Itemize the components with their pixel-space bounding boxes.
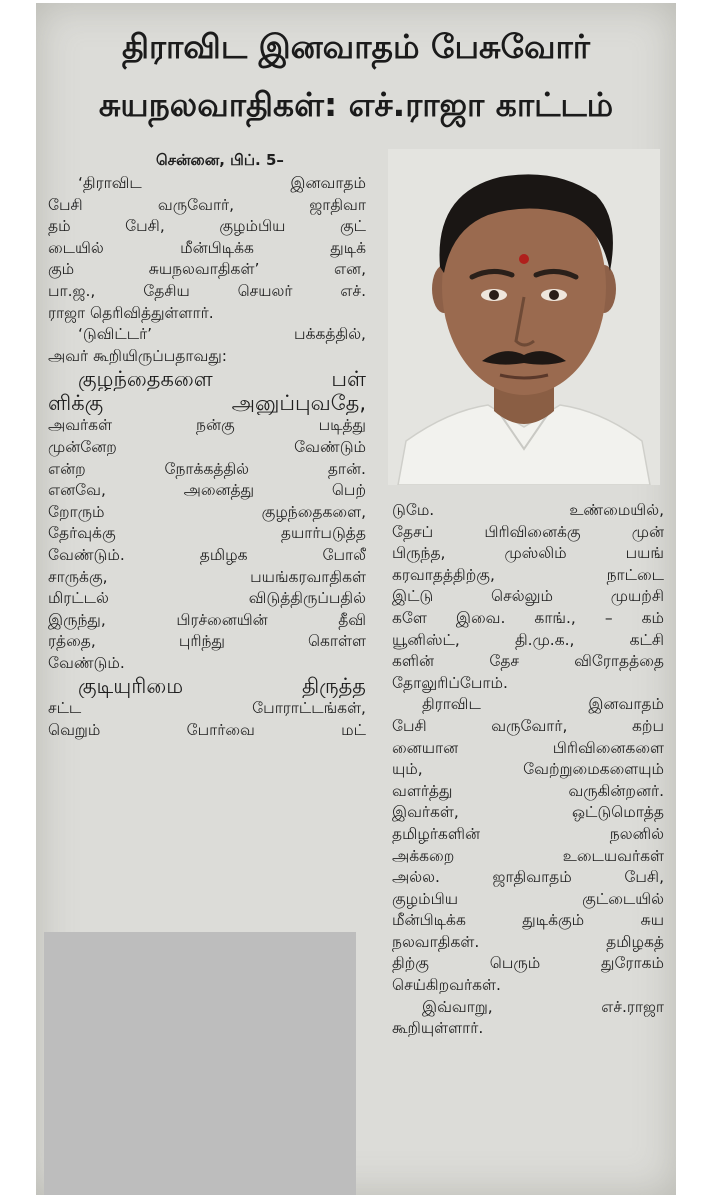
text-line: கும் சுயநலவாதிகள்’ என, — [48, 260, 366, 279]
text-line: சட்ட போராட்டங்கள், — [48, 699, 366, 718]
headline-line-1: திராவிட இனவாதம் பேசுவோர் — [121, 27, 591, 66]
text-line: மிரட்டல் விடுத்திருப்பதில் — [48, 589, 366, 608]
text-line: அவர் கூறியிருப்பதாவது: — [48, 346, 227, 365]
text-line: களே இவை. காங்., – கம் — [392, 608, 664, 627]
text-line: வெறும் போர்வை மட் — [48, 721, 366, 740]
text-line: களின் தேச விரோதத்தை — [392, 652, 664, 671]
text-line: பா.ஜ., தேசிய செயலர் எச். — [48, 281, 366, 300]
text-line: வேண்டும். தமிழக போலீ — [48, 545, 366, 564]
text-line: இட்டு செல்லும் முயற்சி — [392, 587, 664, 606]
text-line: அக்கறை உடையவர்கள் — [392, 846, 664, 865]
text-line: திராவிட இனவாதம் — [422, 695, 664, 714]
text-line: குழம்பிய குட்டையில் — [392, 889, 664, 908]
text-line: யூனிஸ்ட், தி.மு.க., கட்சி — [392, 630, 664, 649]
newspaper-clipping — [36, 3, 676, 1195]
headline-line-2: சுயநலவாதிகள்: எச்.ராஜா காட்டம் — [98, 85, 614, 124]
text-line: செய்கிறவர்கள். — [392, 976, 501, 995]
text-line: தம் பேசி, குழம்பிய குட் — [48, 217, 366, 236]
text-line: திற்கு பெரும் துரோகம் — [392, 954, 664, 973]
text-line: ளிக்கு அனுப்புவதே, — [48, 391, 366, 416]
text-line: ‘டுவிட்டர்’ பக்கத்தில், — [78, 325, 366, 344]
article-column-right — [392, 500, 664, 1040]
text-line: கரவாதத்திற்கு, நாட்டை — [392, 565, 664, 584]
text-line: தமிழர்களின் நலனில் — [392, 824, 664, 843]
text-line: ராஜா தெரிவித்துள்ளார். — [48, 303, 214, 322]
portrait-photo — [388, 149, 660, 485]
text-line: இருந்து, பிரச்னையின் தீவி — [48, 610, 366, 629]
text-line: இவ்வாறு, எச்.ராஜா — [422, 997, 664, 1016]
text-line: அல்ல. ஜாதிவாதம் பேசி, — [392, 868, 664, 887]
text-line: கூறியுள்ளார். — [392, 1019, 484, 1038]
text-line: றோரும் குழந்தைகளை, — [48, 502, 366, 521]
text-line: பேசி வருவோர், கற்ப — [392, 716, 664, 735]
text-line: டையில் மீன்பிடிக்க துடிக் — [48, 238, 366, 257]
text-line: வேண்டும். — [48, 653, 125, 672]
text-line: குடியுரிமை திருத்த — [78, 674, 366, 699]
text-line: சாருக்கு, பயங்கரவாதிகள் — [48, 567, 366, 586]
text-line: இவர்கள், ஒட்டுமொத்த — [392, 803, 664, 822]
text-line: அவர்கள் நன்கு படித்து — [48, 416, 366, 435]
text-line: நலவாதிகள். தமிழகத் — [392, 932, 664, 951]
portrait-illustration — [388, 149, 660, 485]
dateline: சென்னை, பிப். 5– — [156, 151, 284, 169]
text-line: பேசி வருவோர், ஜாதிவா — [48, 195, 366, 214]
text-line: தேசப் பிரிவினைக்கு முன் — [392, 522, 664, 541]
text-line: வளர்த்து வருகின்றனர். — [392, 781, 664, 800]
text-line: பிருந்த, முஸ்லிம் பயங் — [392, 544, 664, 563]
text-line: தோலுரிப்போம். — [392, 673, 508, 692]
text-line: ரத்தை, புரிந்து கொள்ள — [48, 632, 366, 651]
text-line: யும், வேற்றுமைகளையும் — [392, 760, 664, 779]
text-line: எனவே, அனைத்து பெற் — [48, 481, 366, 500]
text-line: மீன்பிடிக்க துடிக்கும் சுய — [392, 911, 664, 930]
text-line: ‘திராவிட இனவாதம் — [78, 174, 366, 192]
text-line: என்ற நோக்கத்தில் தான். — [48, 459, 366, 478]
text-line: தேர்வுக்கு தயார்படுத்த — [48, 524, 366, 543]
redacted-block — [44, 932, 356, 1195]
text-line: டுமே. உண்மையில், — [392, 501, 664, 519]
text-line: முன்னேற வேண்டும் — [48, 437, 366, 456]
text-line: குழந்தைகளை பள் — [78, 367, 366, 392]
article-column-left — [48, 173, 366, 742]
text-line: னையான பிரிவினைகளை — [392, 738, 664, 757]
